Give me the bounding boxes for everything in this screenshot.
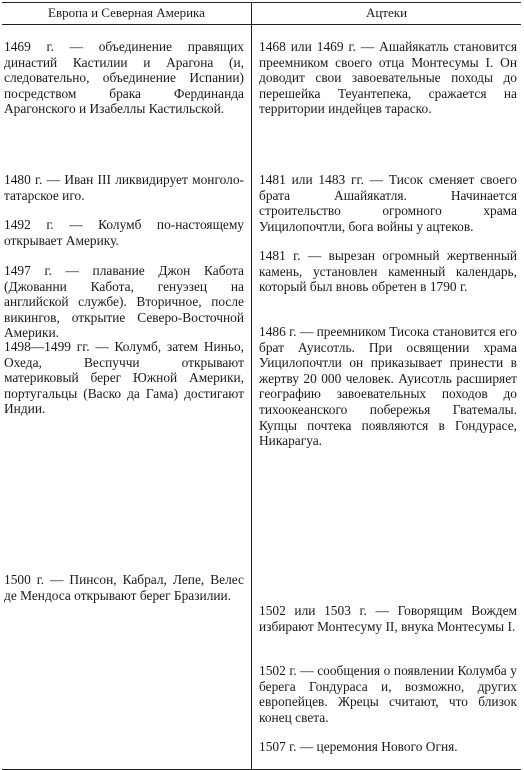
column-divider bbox=[251, 3, 252, 769]
header-aztecs: Ацтеки bbox=[365, 5, 408, 20]
left-entry-1498: 1498—1499 гг. — Колумб, затем Ниньо, Охеда, Веспуччи открывают материковый берег Южной Америки, португальцы (Васко да Гама) достигают Индии. bbox=[4, 339, 244, 417]
chronology-table bbox=[2, 2, 521, 770]
right-entry-1502-1503: 1502 или 1503 г. — Говорящим Вождем избирают Монтесуму II, внука Монтесумы I. bbox=[259, 603, 517, 634]
left-entry-1497: 1497 г. — плавание Джон Кабота (Джованни Кабота, генуэзец на английской службе). Вторичное, после викингов, открытие Северо-Восточной Америки. bbox=[4, 263, 244, 341]
table-header bbox=[2, 3, 521, 25]
right-entry-1481-1483: 1481 или 1483 гг. — Тисок сменяет своего брата Ашайякатля. Начинается строительство огромного храма Уицилопочтли, бога войны у ацтеков. bbox=[259, 172, 517, 234]
right-entry-1507: 1507 г. — церемония Нового Огня. bbox=[259, 739, 458, 754]
left-entry-1469: 1469 г. — объединение правящих династий Кастилии и Арагона (и, следовательно, объединение Испании) посредством брака Фердинанда Арагонского и Изабеллы Кастильской. bbox=[4, 39, 244, 117]
header-europe: Европа и Северная Америка bbox=[48, 5, 205, 20]
right-entry-1468: 1468 или 1469 г. — Ашайякатль становится преемником своего отца Монтесумы I. Он доводит свои завоевательные походы до перешейка Теуантепека, сражается на территории индейцев тараско. bbox=[259, 39, 517, 117]
left-entry-1480: 1480 г. — Иван III ликвидирует монголо-татарское иго. bbox=[4, 172, 244, 203]
right-entry-1481: 1481 г. — вырезан огромный жертвенный камень, установлен каменный календарь, который был вновь обретен в 1790 г. bbox=[259, 248, 517, 295]
right-entry-1486: 1486 г. — преемником Тисока становится его брат Ауисотль. При освящении храма Уицилопочтли он приказывает принести в жертву 20 000 человек. Ауисотль расширяет географию завоевательных походов до тихоокеанского побережья Гватемалы. Купцы почтека появляются в Гондурасе, Никарагуа. bbox=[259, 324, 517, 449]
right-entry-1502: 1502 г. — сообщения о появлении Колумба у берега Гондураса и, возможно, других европейцев. Жрецы считают, что близок конец света. bbox=[259, 663, 517, 725]
left-entry-1500: 1500 г. — Пинсон, Кабрал, Лепе, Велес де Мендоса открывают берег Бразилии. bbox=[4, 572, 244, 603]
left-entry-1492: 1492 г. — Колумб по-настоящему открывает Америку. bbox=[4, 217, 244, 248]
